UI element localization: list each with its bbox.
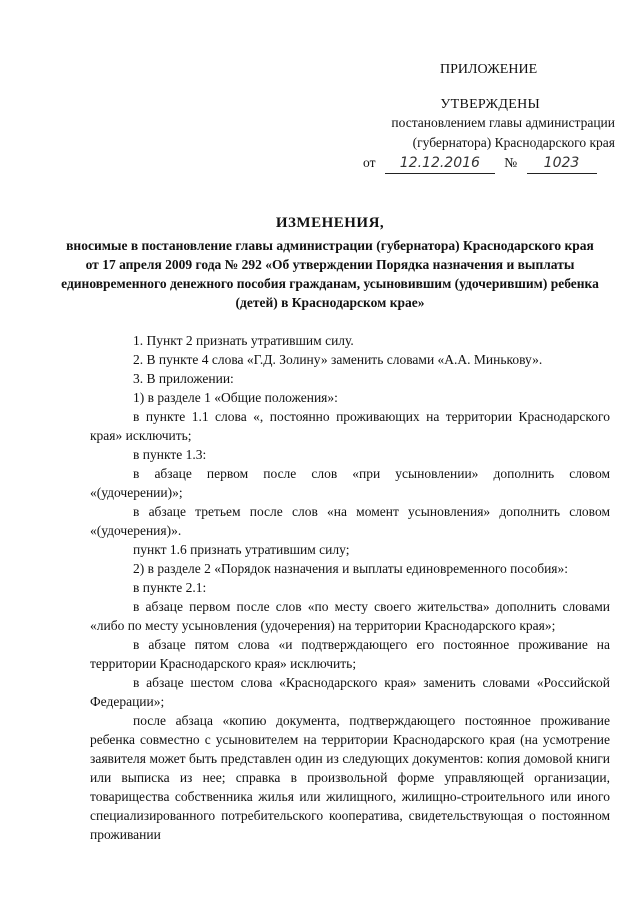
heading-subtitle: вносимые в постановление главы администрации (губернатора) Краснодарского края от 17 апреля 2009 года № 292 «Об утверждении Порядка назначения и выплаты единовременного денежного пособия гражданам, усыновившим (удочерившим) ребенка (детей) в Краснодарском крае» — [61, 238, 599, 310]
date-field — [385, 153, 495, 174]
heading-title: ИЗМЕНЕНИЯ, — [275, 215, 385, 231]
paragraph-6: в пункте 1.3: — [133, 447, 207, 462]
paragraph-3: 3. В приложении: — [133, 371, 234, 386]
paragraph-11: в пункте 2.1: — [133, 580, 207, 595]
paragraph-15: после абзаца «копию документа, подтверждающего постоянное проживание ребенка совместно с усыновителем на территории Краснодарского края (на усмотрение заявителя может быть представлен один из следующих документов: копия домовой книги или выписка из нее; справка в произвольной форме управляющей организации, товарищества собственника жилья или жилищного, жилищно-строительного или иного специализированного потребительского кооператива, свидетельствующая о постоянном проживании — [90, 713, 610, 842]
paragraph-7: в абзаце первом после слов «при усыновлении» дополнить словом «(удочерении)»; — [90, 466, 610, 500]
document-heading — [60, 215, 600, 312]
paragraph-9: пункт 1.6 признать утратившим силу; — [133, 542, 350, 557]
paragraph-5: в пункте 1.1 слова «, постоянно проживающих на территории Краснодарского края» исключить; — [90, 409, 610, 443]
paragraph-8: в абзаце третьем после слов «на момент усыновления» дополнить словом «(удочерения)». — [90, 504, 610, 538]
paragraph-12: в абзаце первом после слов «по месту своего жительства» дополнить словами «либо по месту усыновления (удочерения) на территории Краснодарского края»; — [90, 599, 610, 633]
handwritten-number: 1023 — [543, 155, 580, 171]
paragraph-2: 2. В пункте 4 слова «Г.Д. Золину» заменить словами «А.А. Минькову». — [133, 352, 543, 367]
date-prefix: от — [363, 155, 376, 170]
approval-line-1: постановлением главы администрации — [391, 115, 615, 130]
number-field — [527, 153, 597, 174]
appendix-label: ПРИЛОЖЕНИЕ — [440, 62, 538, 77]
handwritten-date: 12.12.2016 — [399, 155, 480, 171]
paragraph-10: 2) в разделе 2 «Порядок назначения и выплаты единовременного пособия»: — [133, 561, 568, 576]
paragraph-1: 1. Пункт 2 признать утратившим силу. — [133, 333, 354, 348]
approval-line-2: (губернатора) Краснодарского края — [412, 135, 615, 150]
approval-block — [345, 97, 615, 174]
paragraph-13: в абзаце пятом слова «и подтверждающего его постоянное проживание на территории Краснодарского края» исключить; — [90, 637, 610, 671]
number-sign: № — [504, 155, 518, 170]
paragraph-14: в абзаце шестом слова «Краснодарского края» заменить словами «Российской Федерации»; — [90, 675, 610, 709]
paragraph-4: 1) в разделе 1 «Общие положения»: — [133, 390, 338, 405]
date-number-line — [363, 153, 615, 174]
document-body — [90, 331, 610, 844]
approved-label: УТВЕРЖДЕНЫ — [440, 97, 540, 112]
